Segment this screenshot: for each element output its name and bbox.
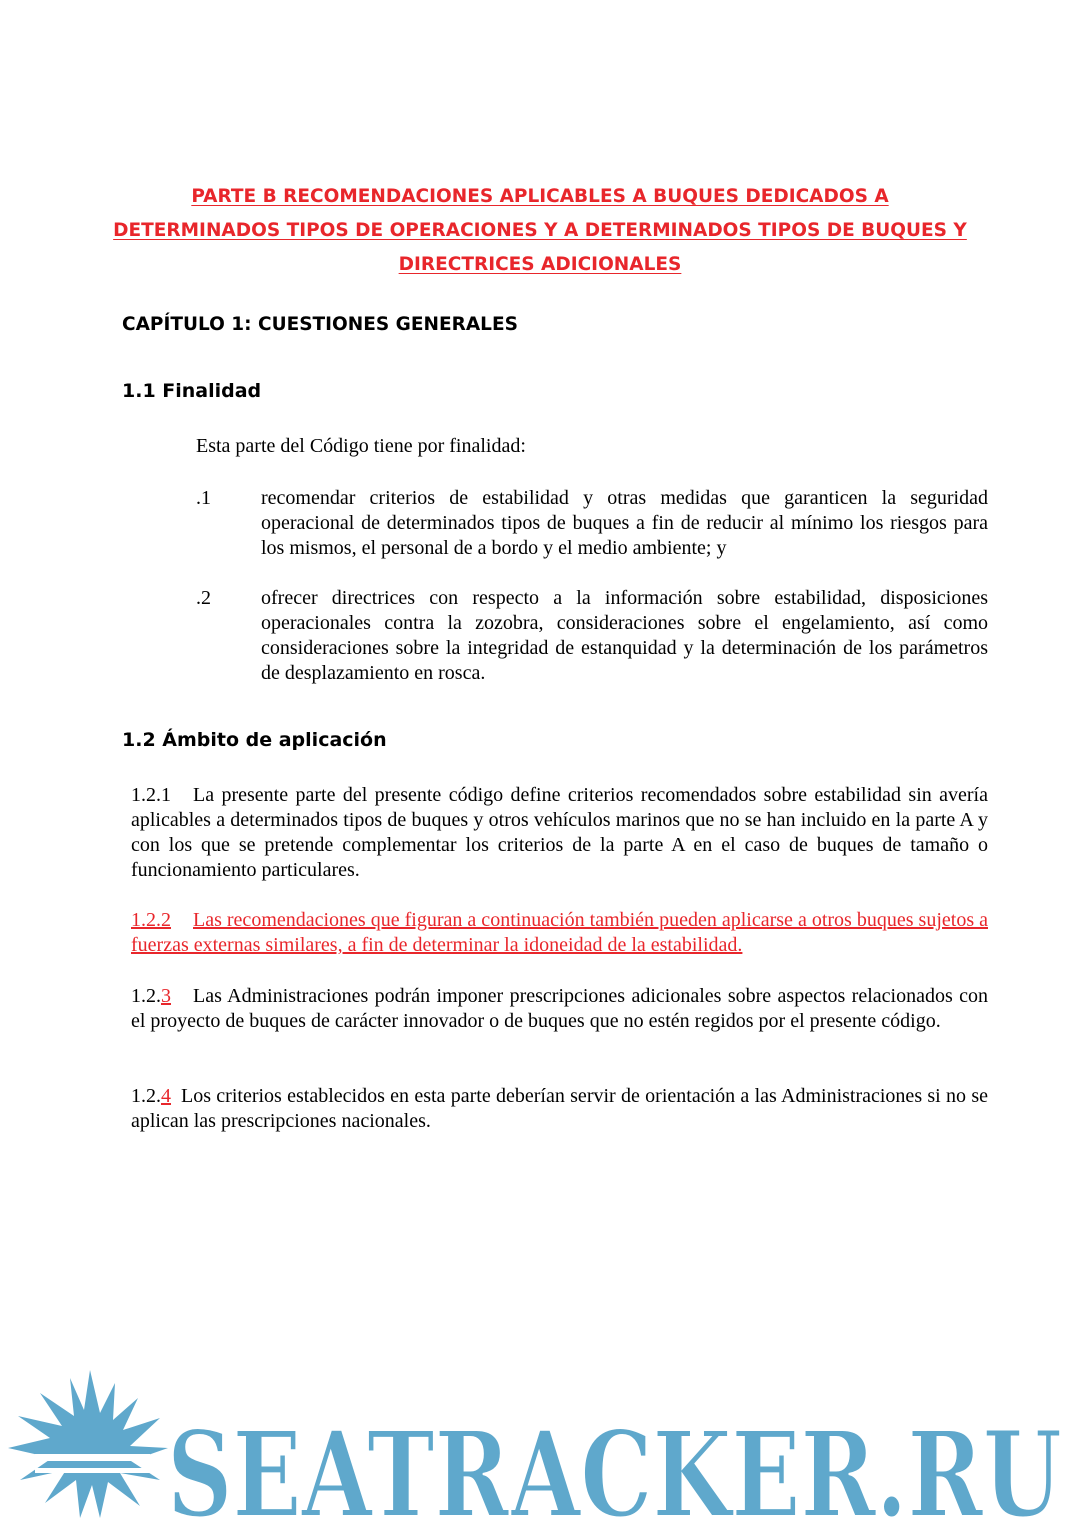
section-1-1-intro: Esta parte del Código tiene por finalidad: — [196, 435, 526, 457]
watermark-text: SEATRACKER.RU — [167, 1405, 1062, 1528]
paragraph-number-prefix: 1.2. — [131, 985, 161, 1007]
list-item-number: .1 — [196, 487, 211, 509]
paragraph-text: Las Administraciones podrán imponer prescripciones adicionales sobre aspectos relacionados con el proyecto de buques de carácter innovador o de buques que no estén regidos por el presente código. — [131, 985, 988, 1032]
paragraph-1-2-1 — [131, 783, 988, 883]
paragraph-number-prefix: 1.2. — [131, 1085, 161, 1107]
paragraph-1-2-2-revision — [131, 908, 988, 958]
paragraph-text: Los criterios establecidos en esta parte deberían servir de orientación a las Administraciones si no se aplican las prescripciones nacionales. — [131, 1085, 988, 1132]
list-item-text: recomendar criterios de estabilidad y otras medidas que garanticen la seguridad operacional de determinados tipos de buques a fin de reducir al mínimo los riesgos para los mismos, el personal de a bordo y el medio ambiente; y — [261, 487, 988, 559]
part-title-line-1: PARTE B RECOMENDACIONES APLICABLES A BUQUES DEDICADOS A — [191, 186, 889, 207]
paragraph-number: 1.2.2 — [131, 909, 171, 931]
part-title — [100, 180, 980, 282]
list-item-text: ofrecer directrices con respecto a la información sobre estabilidad, disposiciones operacionales contra la zozobra, consideraciones sobre el engelamiento, así como consideraciones sobre la integridad de estanquidad y la determinación de los parámetros de desplazamiento en rosca. — [261, 587, 988, 684]
section-1-1-heading: 1.1 Finalidad — [122, 380, 262, 402]
paragraph-text: La presente parte del presente código define criterios recomendados sobre estabilidad sin avería aplicables a determinados tipos de buques y otros vehículos marinos que no se han incluido en la parte A y con los que se pretende complementar los criterios de la parte A en el caso de buques de tamaño o funcionamiento particulares. — [131, 784, 988, 881]
sun-logo-icon — [8, 1370, 168, 1518]
paragraph-number-revision: 3 — [161, 985, 171, 1007]
paragraph-1-2-3 — [131, 984, 988, 1034]
part-title-line-3: DIRECTRICES ADICIONALES — [398, 254, 682, 275]
paragraph-1-2-4 — [131, 1084, 988, 1134]
part-title-line-2: DETERMINADOS TIPOS DE OPERACIONES Y A DETERMINADOS TIPOS DE BUQUES Y — [113, 220, 967, 241]
paragraph-text: Las recomendaciones que figuran a continuación también pueden aplicarse a otros buques sujetos a fuerzas externas similares, a fin de determinar la idoneidad de la estabilidad. — [131, 909, 988, 956]
list-item-number: .2 — [196, 587, 211, 609]
list-item — [196, 486, 988, 561]
list-item — [196, 586, 988, 686]
section-1-2-heading: 1.2 Ámbito de aplicación — [122, 729, 387, 751]
paragraph-number: 1.2.1 — [131, 784, 171, 806]
watermark — [0, 1368, 1080, 1528]
paragraph-number-revision: 4 — [161, 1085, 171, 1107]
chapter-heading: CAPÍTULO 1: CUESTIONES GENERALES — [122, 314, 518, 335]
